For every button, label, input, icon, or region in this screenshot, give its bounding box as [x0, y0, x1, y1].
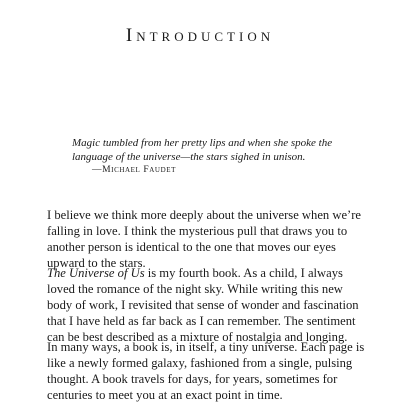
body-paragraph-2	[47, 265, 367, 345]
body-paragraph-1: I believe we think more deeply about the universe when we’re falling in love. I think the mysterious pull that draws you to another person is identical to the one that moves our eyes upward to the stars.	[47, 208, 362, 270]
epigraph-attribution: —Michael Faudet	[92, 165, 176, 175]
chapter-title: Introduction	[125, 25, 275, 46]
book-title: The Universe of Us	[47, 266, 145, 280]
body-paragraph-2-text: is my fourth book. As a child, I always loved the romance of the night sky. While writing this new body of work, I revisited that sense of wonder and fascination that I have held as far back as I can remember. The sentiment can be best described as a mixture of nostalgia and longing.	[47, 266, 359, 344]
body-paragraph-3: In many ways, a book is, in itself, a tiny universe. Each page is like a newly formed galaxy, fashioned from a single, pulsing thought. A book travels for days, for years, sometimes for centuries to meet you at an exact point in time.	[47, 340, 365, 402]
epigraph-quote: Magic tumbled from her pretty lips and when she spoke the language of the universe—the stars sighed in unison.	[72, 137, 333, 163]
